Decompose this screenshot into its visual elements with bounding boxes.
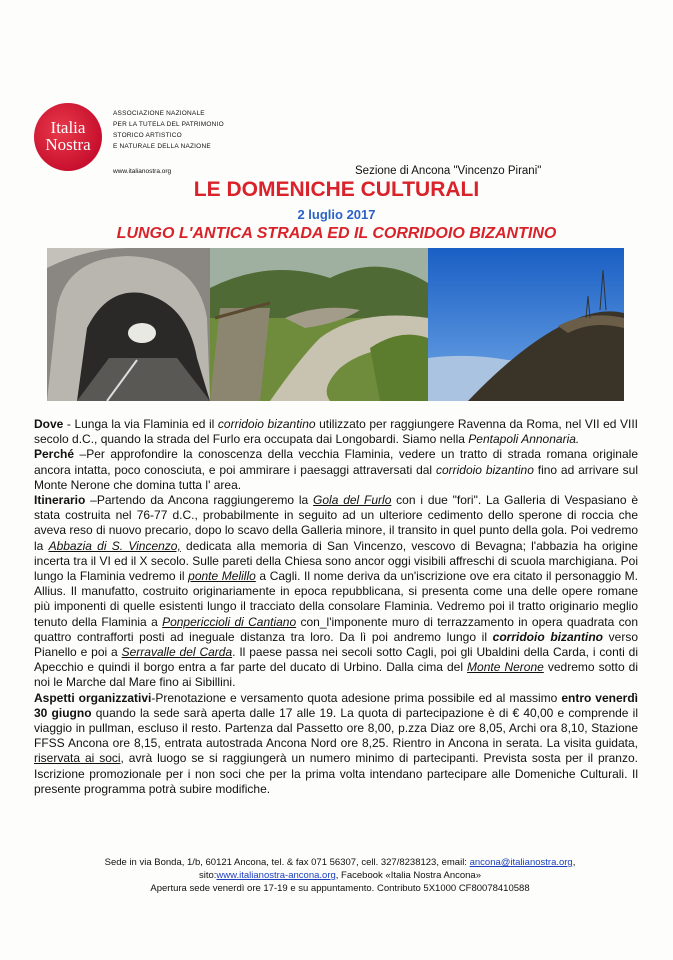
itinerario-paragraph — [34, 493, 638, 691]
text: , avrà luogo se si raggiungerà un numero minimo di partecipanti. Prevista sosta per il pranzo. Iscrizione promozionale per i non soci che per la prima volta intendano partecipare alle Domeniche Culturali. Il presente programma potrà subire modifiche. — [34, 751, 638, 796]
place-link: Abbazia di S. Vincenzo, — [48, 538, 181, 553]
dove-paragraph — [34, 417, 638, 447]
aspetti-paragraph — [34, 691, 638, 797]
dove-label: Dove — [34, 417, 64, 431]
text: - Lunga la via Flaminia ed il — [63, 417, 218, 431]
section-name: Sezione di Ancona "Vincenzo Pirani" — [355, 165, 542, 177]
text: Pentapoli Annonaria. — [468, 432, 580, 447]
event-subtitle: LUNGO L'ANTICA STRADA ED IL CORRIDOIO BIZANTINO — [116, 225, 557, 242]
footer-line-1 — [40, 856, 640, 869]
page-title: LE DOMENICHE CULTURALI — [193, 178, 480, 201]
text: –Per approfondire la conoscenza della vecchia Flaminia, vedere un tratto di strada romana originale ancora intatta, poco conosciuta, e poi ammirare i paesaggi attraversati dal — [34, 447, 638, 477]
place-link: Ponpericcioli di Cantiano — [162, 614, 297, 629]
text: corridoio bizantino — [435, 462, 534, 477]
association-line: PER LA TUTELA DEL PATRIMONIO — [113, 121, 224, 128]
email-link[interactable]: ancona@italianostra.org — [469, 857, 573, 868]
footer-line-3: Apertura sede venerdì ore 17-19 e su appuntamento. Contributo 5X1000 CF80078410588 — [150, 883, 530, 894]
text: a Cagli. Il nome deriva da un'iscrizione ove era citato il personaggio M. Allius. Il manufatto, costruito originariamente in epoca repubblicana, si presenta come una delle opere romane più imponenti di quelle esistenti lungo il tracciato della consolare Flaminia. Vedremo poi il tratto originario meglio tenuto della Flaminia a — [34, 569, 638, 629]
text: Sede in via Bonda, 1/b, 60121 Ancona, tel. & fax 071 56307, cell. 327/8238123, email: — [104, 857, 470, 868]
text: –Partendo da Ancona raggiungeremo la — [85, 493, 314, 508]
itinerario-label: Itinerario — [34, 493, 86, 508]
mountain-summit-photo — [428, 248, 624, 401]
text: corridoio bizantino — [492, 629, 603, 644]
tunnel-photo — [47, 248, 210, 401]
perche-paragraph — [34, 447, 638, 493]
text: quando la sede sarà aperta dalle 17 alle 19. La quota di partecipazione è di € 40,00 e comprende il viaggio in pullman, escluso il resto. Partenza dal Passetto ore 8,00, p.zza Diaz ore 8,05, Archi ora 8,10, Stazione FFSS Ancona ore 8,15, entrata autostrada Ancona Nord ore 8,25. Rientro in Ancona in serata. La visita guidata, — [34, 705, 639, 751]
event-date: 2 luglio 2017 — [297, 207, 376, 222]
text: utilizzato per raggiungere Ravenna da Roma, nel VII ed VIII secolo d.C., quando la strada del Furlo era occupata dai Longobardi. Siamo nella — [34, 417, 639, 447]
perche-label: Perché — [34, 447, 75, 462]
text: , Facebook «Italia Nostra Ancona» — [335, 870, 481, 881]
association-name — [113, 108, 224, 152]
logo-line1: Italia — [50, 118, 86, 137]
event-description — [34, 417, 638, 797]
text: -Prenotazione e versamento quota adesione prima possibile ed al massimo — [151, 690, 562, 705]
text: con i due "fori". La Galleria di Vespasiano è stata costruita nel 76-77 d.C., probabilmente in seguito ad un ulteriore cedimento dello sperone di roccia che aveva reso di nuovo precario, dopo lo scavo della Galleria minore, il transito in quel punto della gola. Poi vedremo la — [34, 493, 638, 553]
association-website[interactable]: www.italianostra.org — [113, 168, 172, 175]
association-line: ASSOCIAZIONE NAZIONALE — [113, 110, 205, 117]
place-link: ponte Melillo — [188, 569, 256, 584]
text: . Il paese passa nei secoli sotto Cagli, poi gli Ubaldini della Carda, i conti di Apecchio e quindi il borgo entra a far parte del ducato di Urbino. Dalla cima del — [34, 645, 638, 675]
site-link[interactable]: www.italianostra-ancona.org — [216, 870, 336, 881]
text: dedicata alla memoria di San Vincenzo, vescovo di Bevagna; l'abbazia ha origine incerta tra il VI ed il X secolo. Sulle pareti della Chiesa sono ancor oggi visibili affreschi di scuola marchigiana. Poi lungo la Flaminia vedremo il — [34, 538, 638, 584]
place-link: Serravalle del Carda — [121, 645, 233, 660]
text: , — [572, 857, 576, 868]
text: con_l'imponente muro di terrazzamento in opera quadrata con quattro contrafforti posti ad ineguale distanza tra loro. Da lì poi andremo lungo il — [34, 614, 639, 644]
association-line: STORICO ARTISTICO — [113, 132, 182, 139]
text: vedremo sotto di noi le Marche dal Mare fino ai Sibillini. — [34, 660, 639, 690]
river-valley-photo — [210, 248, 428, 401]
place-link: Gola del Furlo — [313, 493, 392, 508]
logo-line2: Nostra — [45, 135, 91, 154]
members-only: riservata ai soci — [34, 751, 121, 766]
contact-footer — [40, 856, 640, 895]
italia-nostra-logo — [34, 103, 102, 171]
text: corridoio bizantino — [217, 417, 316, 431]
text: sito: — [198, 870, 217, 881]
text: verso Pianello e poi a — [34, 629, 638, 660]
aspetti-label: Aspetti organizzativi — [34, 690, 152, 705]
deadline: entro venerdì 30 giugno — [34, 690, 638, 720]
footer-line-2 — [40, 869, 640, 882]
place-link: Monte Nerone — [467, 660, 544, 675]
text: fino ad arrivare sul Monte Nerone che domina tutta l' area. — [34, 462, 639, 492]
association-line: E NATURALE DELLA NAZIONE — [113, 143, 211, 150]
